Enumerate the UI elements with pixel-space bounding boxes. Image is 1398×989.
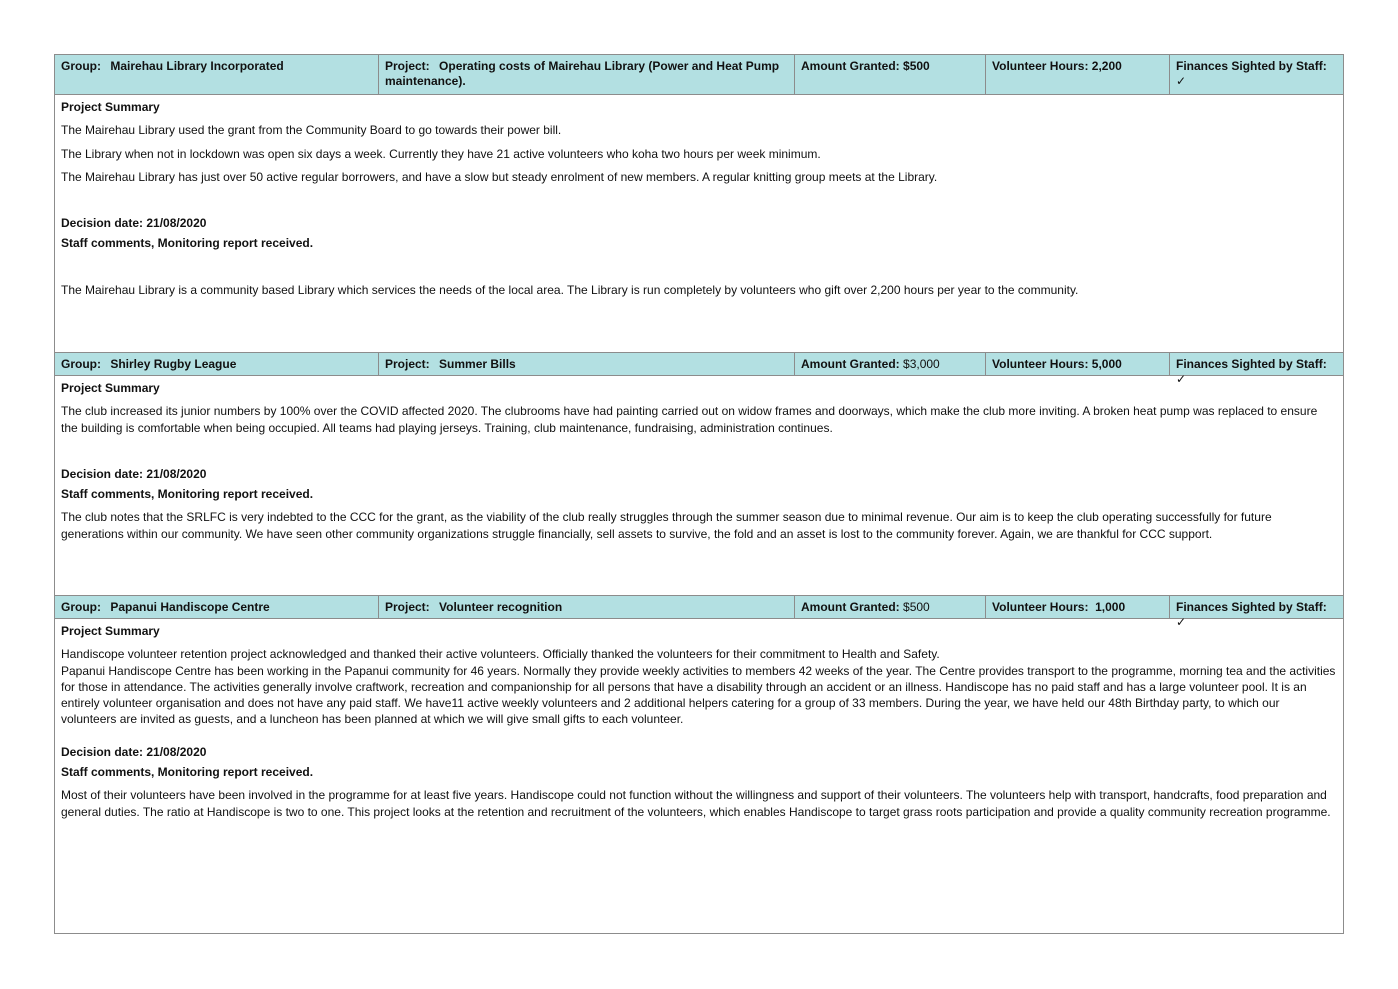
group-cell: [55, 353, 379, 375]
grant-record: [55, 352, 1343, 595]
amount-label: Amount Granted:: [801, 600, 900, 614]
staff-comments-heading: Staff comments, Monitoring report received.: [61, 236, 314, 251]
summary-heading: Project Summary: [61, 624, 160, 638]
project-name: Volunteer recognition: [439, 600, 563, 614]
hours-value: 5,000: [1091, 357, 1122, 371]
staff-comments-text: The Mairehau Library is a community based Library which services the needs of the local area. The Library is run completely by volunteers who gift over 2,200 hours per year to the community.: [61, 282, 1079, 297]
record-header: [55, 55, 1343, 95]
finances-label: Finances Sighted by Staff:: [1176, 357, 1327, 371]
record-header: [55, 595, 1343, 629]
project-label: Project:: [385, 59, 430, 73]
summary-paragraph: Handiscope volunteer retention project acknowledged and thanked their active volunteers. Officially thanked the volunteers for their commitment to Health and Safety.: [61, 647, 940, 662]
project-name: Operating costs of Mairehau Library (Power and Heat Pump maintenance).: [385, 59, 780, 88]
check-icon: ✓: [1176, 372, 1187, 386]
group-name: Shirley Rugby League: [110, 357, 237, 371]
project-cell: [379, 596, 795, 618]
record-body: [55, 95, 1343, 298]
project-label: Project:: [385, 600, 430, 614]
staff-comments-text: Most of their volunteers have been involved in the programme for at least five years. Handiscope could not function without the willingness and support of their volunteers. The volunteers help with transport, handcrafts, food preparation and general duties. The ratio at Handiscope is two to one. This project looks at the retention and recruitment of the volunteers, which enables Handiscope to target grass roots participation and provide a quality community recreation programme.: [61, 788, 1331, 819]
group-cell: [55, 596, 379, 618]
staff-comments-heading: Staff comments, Monitoring report received.: [61, 487, 314, 502]
group-name: Papanui Handiscope Centre: [110, 600, 270, 614]
check-icon: ✓: [1176, 615, 1187, 629]
staff-comments-text: The club notes that the SRLFC is very indebted to the CCC for the grant, as the viability of the club really struggles through the summer season due to minimal revenue. Our aim is to keep the club operating successfully for future generations within our community. We have seen other community organizations struggle financially, sell assets to survive, the fold and an asset is lost to the community forever. Again, we are thankful for CCC support.: [61, 510, 1272, 541]
amount-value: $3,000: [903, 357, 940, 371]
staff-comments-heading: Staff comments, Monitoring report received.: [61, 765, 314, 780]
hours-label: Volunteer Hours:: [992, 59, 1089, 73]
finances-label: Finances Sighted by Staff:: [1176, 600, 1327, 614]
group-cell: [55, 55, 379, 94]
finances-cell: [1170, 55, 1343, 94]
summary-paragraph: The Library when not in lockdown was open six days a week. Currently they have 21 active volunteers who koha two hours per week minimum.: [61, 146, 821, 161]
hours-cell: [986, 353, 1170, 375]
summary-paragraph: The Mairehau Library used the grant from the Community Board to go towards their power bill.: [61, 123, 562, 138]
project-cell: [379, 55, 795, 94]
hours-value: 1,000: [1095, 600, 1126, 614]
check-icon: ✓: [1176, 74, 1187, 88]
summary-heading: Project Summary: [61, 381, 160, 395]
record-header: [55, 352, 1343, 386]
amount-cell: [795, 55, 986, 94]
decision-date: Decision date: 21/08/2020: [61, 216, 207, 231]
hours-cell: [986, 596, 1170, 618]
hours-label: Volunteer Hours:: [992, 357, 1089, 371]
amount-value: $500: [903, 600, 930, 614]
group-label: Group:: [61, 600, 101, 614]
summary-paragraph: The club increased its junior numbers by 100% over the COVID affected 2020. The clubrooms have had painting carried out on widow frames and doorways, which make the club more inviting. A broken heat pump was replaced to ensure the building is comfortable when being occupied. All teams had playing jerseys. Training, club maintenance, fundraising, administration continues.: [61, 404, 1318, 435]
finances-cell: [1170, 596, 1343, 629]
amount-label: Amount Granted:: [801, 59, 900, 73]
decision-date: Decision date: 21/08/2020: [61, 744, 207, 759]
grant-record: [55, 595, 1343, 933]
finances-cell: [1170, 353, 1343, 386]
report-table: [54, 54, 1344, 934]
hours-label: Volunteer Hours:: [992, 600, 1089, 614]
project-label: Project:: [385, 357, 430, 371]
summary-paragraph: The Mairehau Library has just over 50 active regular borrowers, and have a slow but steady enrolment of new members. A regular knitting group meets at the Library.: [61, 169, 938, 184]
finances-label: Finances Sighted by Staff:: [1176, 59, 1327, 73]
decision-date: Decision date: 21/08/2020: [61, 466, 207, 481]
amount-value: $500: [903, 59, 930, 73]
group-name: Mairehau Library Incorporated: [110, 59, 284, 73]
group-label: Group:: [61, 59, 101, 73]
summary-paragraph: Papanui Handiscope Centre has been working in the Papanui community for 46 years. Normally they provide weekly activities to members 42 weeks of the year. The Centre provides transport to the programme, morning tea and the activities for those in attendance. The activities generally involve craftwork, recreation and companionship for all persons that have a disability through an accident or an illness. Handiscope has no paid staff and has a large volunteer pool. It is an entirely volunteer organisation and does not have any paid staff. We have11 active weekly volunteers and 2 additional helpers catering for a group of 33 members. During the year, we have held our 48th Birthday party, to which our volunteers are invited as guests, and a luncheon has been planned at which we will give small gifts to each volunteer.: [61, 663, 1336, 727]
summary-heading: Project Summary: [61, 100, 160, 114]
group-label: Group:: [61, 357, 101, 371]
amount-label: Amount Granted:: [801, 357, 900, 371]
amount-cell: [795, 596, 986, 618]
grant-record: [55, 55, 1343, 352]
hours-cell: [986, 55, 1170, 94]
record-body: [55, 376, 1343, 542]
project-cell: [379, 353, 795, 375]
project-name: Summer Bills: [439, 357, 516, 371]
hours-value: 2,200: [1091, 59, 1122, 73]
record-body: [55, 619, 1343, 820]
amount-cell: [795, 353, 986, 375]
